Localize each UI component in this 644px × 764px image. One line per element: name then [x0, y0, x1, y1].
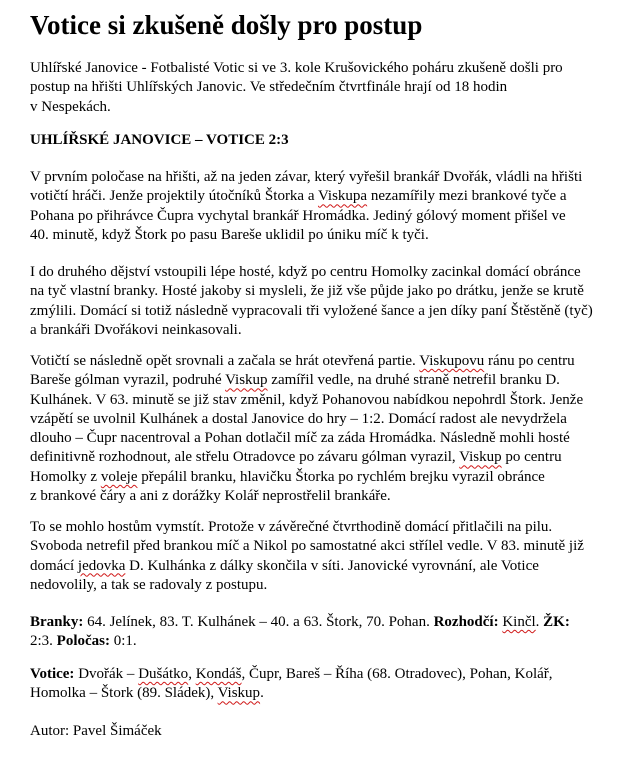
text-line — [30, 632, 634, 651]
goals-label: Branky: — [30, 614, 84, 630]
author-line: Autor: Pavel Šimáček — [30, 723, 162, 739]
paragraph-final-minutes — [30, 518, 634, 595]
text-line: 40. minutě, když Štork po pasu Bareše uklidil po úniku míč k tyči. — [30, 226, 429, 243]
spellcheck-word: Viskup — [217, 685, 261, 702]
text-line: na tyč vlastní branky. Hosté jakoby si mysleli, že již vše půjde jako po drátku, jenže se krutě — [30, 283, 584, 300]
match-score-heading: UHLÍŘSKÉ JANOVICE – VOTICE 2:3 — [30, 132, 289, 148]
text-line: V prvním poločase na hřišti, až na jeden závar, který vyřešil brankář Dvořák, vládli na hřišti — [30, 169, 583, 185]
lineup — [30, 665, 634, 704]
text-line: To se mohlo hostům vymstít. Protože v závěrečné čtvrthodině domácí přitlačili na pilu. — [30, 519, 553, 535]
lead-line: Uhlířské Janovice - Fotbalisté Votic si ve 3. kole Krušovického poháru zkušeně došli pro — [30, 60, 563, 76]
text-line: dlouho – Čupr nacentroval a Pohan dotlačil míč za záda Hromádka. Následně mohli hosté — [30, 430, 570, 447]
text-line: nedovolily, a tak se radovaly z postupu. — [30, 576, 268, 593]
spellcheck-word: voleje — [100, 468, 138, 485]
text-line: I do druhého dějství vstoupili lépe hosté, když po centru Homolky zacinkal domácí obránce — [30, 264, 581, 280]
text-line: z brankové čáry a ani z dorážky Kolář neprostřelil brankáře. — [30, 488, 391, 505]
text-line: Homolky z voleje přepálil branku, hlavičku Štorka po rychlém brejku vyrazil obránce — [30, 468, 545, 485]
spellcheck-word: Viskupovu — [419, 353, 485, 369]
spellcheck-word: Viskup — [225, 372, 268, 389]
paragraph-equalizer — [30, 352, 634, 506]
referee-label: Rozhodčí: — [433, 614, 499, 630]
text-line: votičtí hráči. Jenže projektily útočníků Štorka a Viskupa nezamířily mezi brankové tyče a — [30, 188, 567, 205]
text-line: Branky: 64. Jelínek, 83. T. Kulhánek – 40. a 63. Štork, 70. Pohan. Rozhodčí: Kinčl. ŽK: — [30, 614, 570, 630]
match-stats — [30, 613, 634, 652]
lead-paragraph — [30, 59, 634, 117]
paragraph-second-half — [30, 263, 634, 340]
cards-text: 2:3. — [30, 633, 57, 650]
text-line: Votičtí se následně opět srovnali a začala se hrát otevřená partie. Viskupovu ránu po centru — [30, 353, 575, 369]
referee-name: Kinčl — [502, 614, 536, 630]
spellcheck-word: jedovka — [77, 557, 126, 574]
text-line: Homolka – Štork (89. Sládek), Viskup. — [30, 685, 264, 702]
spellcheck-word: Dušátko — [138, 666, 189, 682]
lead-line: v Nespekách. — [30, 98, 111, 115]
article-title: Votice si zkušeně došly pro postup — [30, 10, 423, 40]
text-line: Kulhánek. V 63. minutě se již stav změnil, když Pohanovou nabídkou nepohrdl Štork. Jenže — [30, 391, 584, 408]
spellcheck-word: Kondáš — [195, 666, 242, 682]
spellcheck-word: Viskupa — [317, 188, 368, 205]
text-line: Pohana po přihrávce Čupra vychytal brankář Hromádka. Jediný gólový moment přišel ve — [30, 207, 566, 224]
goals-text: 64. Jelínek, 83. T. Kulhánek – 40. a 63. Štork, 70. Pohan. — [83, 614, 434, 630]
halftime-label: Poločas: — [56, 633, 110, 650]
paragraph-first-half — [30, 168, 634, 245]
text-line: zmýlili. Domácí si totiž následně vypracovali tři vyložené šance a jen díky paní Štěstěně (tyč) — [30, 302, 593, 319]
lineup-label: Votice: — [30, 666, 75, 682]
text-line: a brankáři Dvořákovi neinkasovali. — [30, 321, 242, 338]
text-line: vzápětí se uvolnil Kulhánek a dostal Janovice do hry – 1:2. Domácí radost ale nevydržela — [30, 410, 567, 427]
cards-label: ŽK: — [543, 614, 570, 630]
text-line: Bareše gólman vyrazil, podruhé Viskup zamířil vedle, na druhé straně netrefil branku D. — [30, 372, 560, 389]
text-line: domácí jedovka D. Kulhánka z dálky skončila v síti. Janovické vyrovnání, ale Votice — [30, 557, 539, 574]
halftime-text: 0:1. — [110, 633, 137, 650]
text-line: Votice: Dvořák – Dušátko, Kondáš, Čupr, Bareš – Říha (68. Otradovec), Pohan, Kolář, — [30, 666, 553, 682]
text-line: definitivně rozhodnout, ale střelu Otradovce po závaru gólman vyrazil, Viskup po centru — [30, 449, 562, 466]
spellcheck-word: Viskup — [459, 449, 502, 466]
text-line: Svoboda netrefil před brankou míč a Nikol po samostatné akci střílel vedle. V 83. minutě již — [30, 538, 584, 555]
lead-line: postup na hřišti Uhlířských Janovic. Ve středečním čtvrtfinále hrají od 18 hodin — [30, 79, 508, 96]
